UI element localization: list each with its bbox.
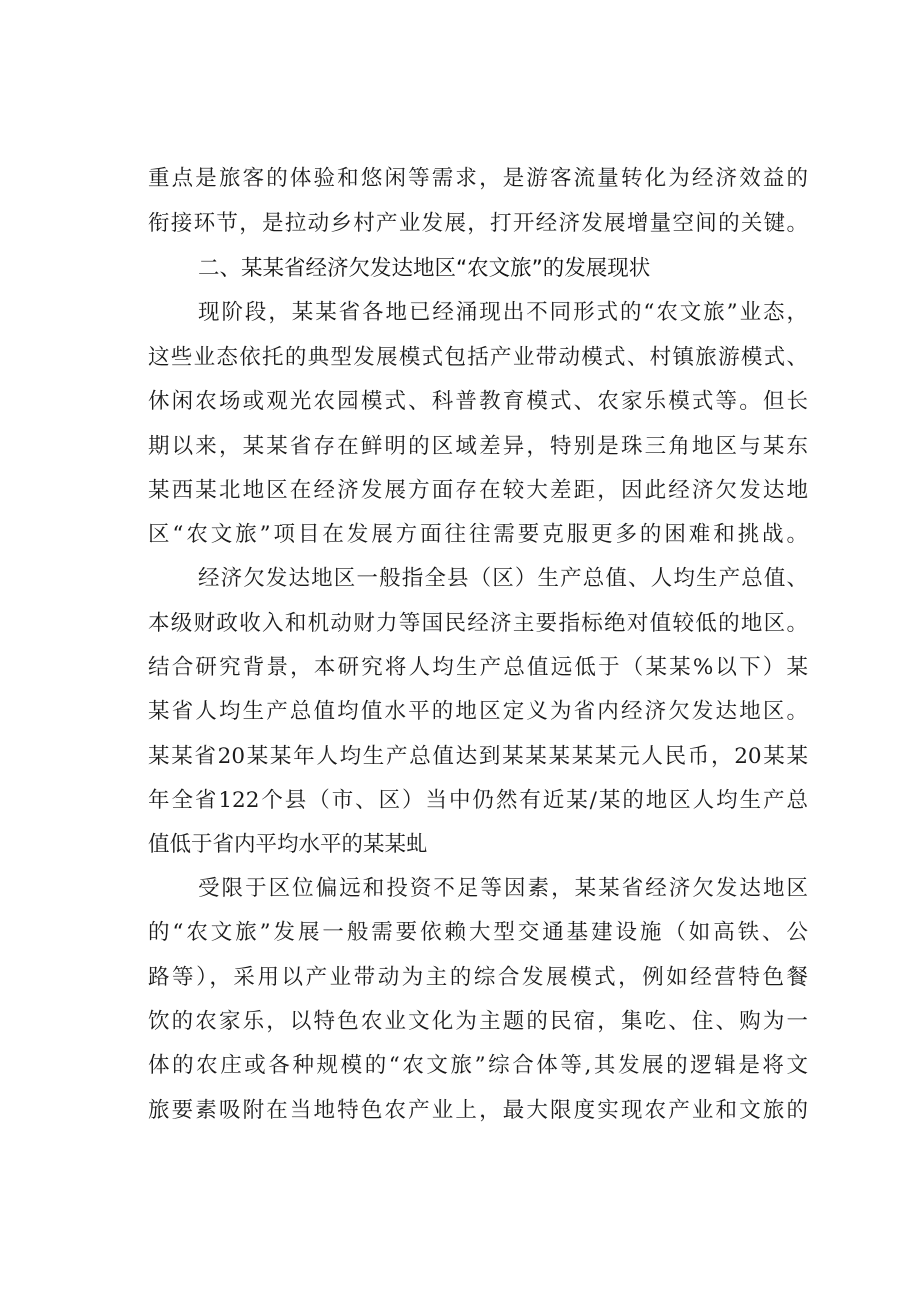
paragraph-line: 本级财政收入和机动财力等国民经济主要指标绝对值较低的地区。 xyxy=(148,611,808,636)
paragraph-line: 路等），采用以产业带动为主的综合发展模式，例如经营特色餐 xyxy=(148,965,808,990)
paragraph-line: 现阶段，某某省各地已经涌现出不同形式的“农文旅”业态， xyxy=(198,300,808,325)
paragraph-line: 某某省20某某年人均生产总值达到某某某某某元人民币，20某某 xyxy=(148,744,808,769)
paragraph-line: 这些业态依托的典型发展模式包括产业带动模式、村镇旅游模式、 xyxy=(148,345,808,370)
paragraph-line: 的“农文旅”发展一般需要依赖大型交通基建设施（如高铁、公 xyxy=(148,920,808,945)
paragraph-line: 衔接环节，是拉动乡村产业发展，打开经济发展增量空间的关键。 xyxy=(148,211,808,236)
paragraph-line: 休闲农场或观光农园模式、科普教育模式、农家乐模式等。但长 xyxy=(148,389,808,414)
paragraph-line: 年全省122个县（市、区）当中仍然有近某/某的地区人均生产总 xyxy=(148,788,808,813)
paragraph-line: 旅要素吸附在当地特色农产业上，最大限度实现农产业和文旅的 xyxy=(148,1098,808,1123)
paragraph-line: 经济欠发达地区一般指全县（区）生产总值、人均生产总值、 xyxy=(198,566,808,591)
paragraph-line: 区“农文旅”项目在发展方面往往需要克服更多的困难和挑战。 xyxy=(148,522,808,547)
section-heading: 二、某某省经济欠发达地区“农文旅”的发展现状 xyxy=(198,256,651,281)
paragraph-line: 值低于省内平均水平的某某虬 xyxy=(148,832,428,857)
paragraph-line: 受限于区位偏远和投资不足等因素，某某省经济欠发达地区 xyxy=(198,876,808,901)
paragraph-line: 结合研究背景，本研究将人均生产总值远低于（某某%以下）某 xyxy=(148,655,808,680)
paragraph-line: 某省人均生产总值均值水平的地区定义为省内经济欠发达地区。 xyxy=(148,699,808,724)
paragraph-line: 期以来，某某省存在鲜明的区域差异，特别是珠三角地区与某东 xyxy=(148,434,808,459)
paragraph-line: 重点是旅客的体验和悠闲等需求，是游客流量转化为经济效益的 xyxy=(148,166,808,191)
paragraph-line: 饮的农家乐，以特色农业文化为主题的民宿，集吃、住、购为一 xyxy=(148,1009,808,1034)
paragraph-line: 某西某北地区在经济发展方面存在较大差距，因此经济欠发达地 xyxy=(148,478,808,503)
paragraph-line: 体的农庄或各种规模的“农文旅”综合体等,其发展的逻辑是将文 xyxy=(148,1053,808,1078)
